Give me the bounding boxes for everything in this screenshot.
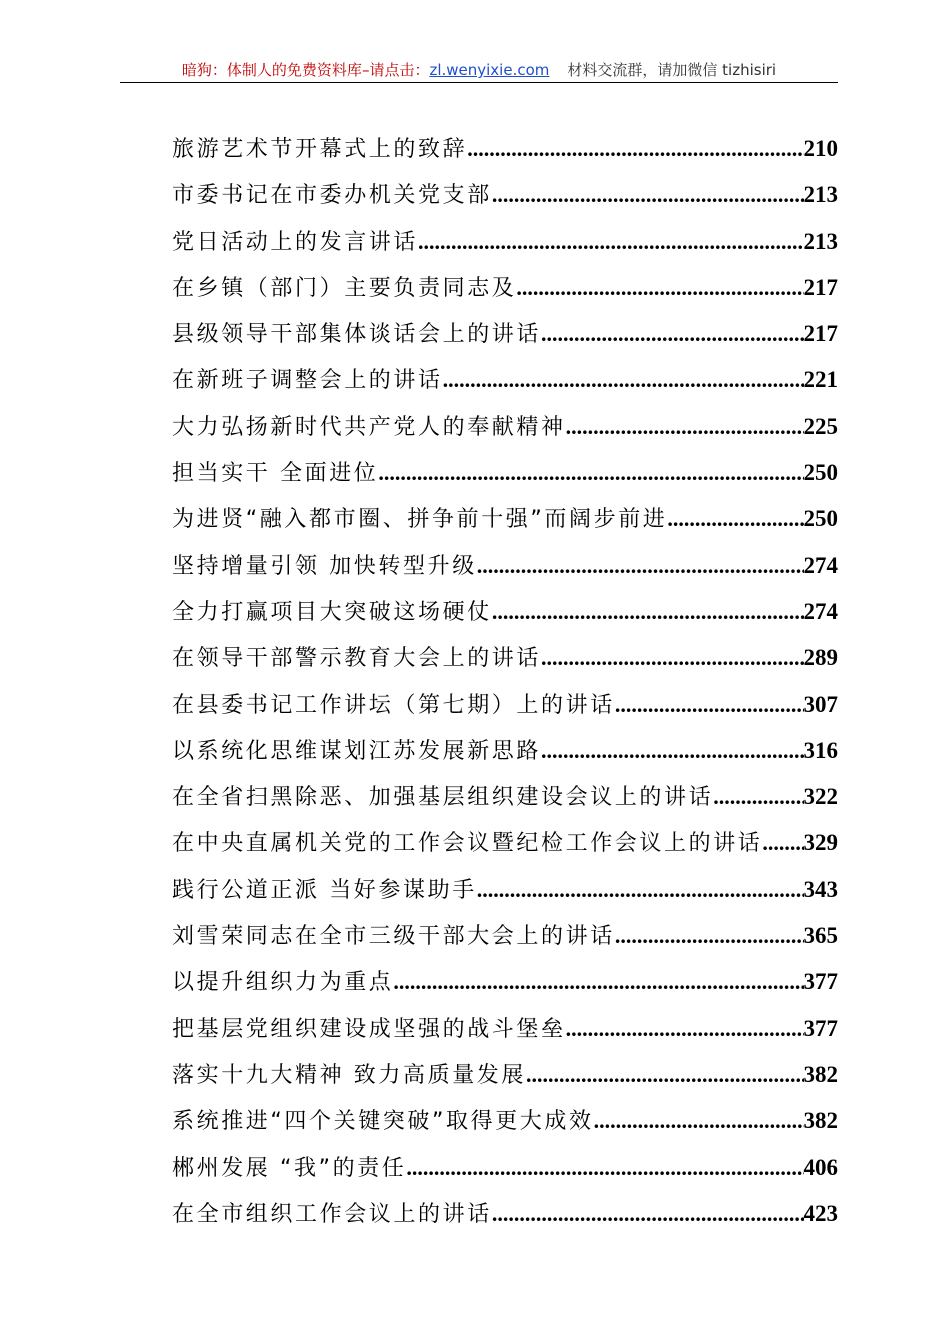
toc-leader-dots	[477, 543, 804, 589]
toc-entry[interactable]	[172, 682, 838, 728]
toc-leader-dots	[378, 450, 803, 496]
toc-entry[interactable]	[172, 728, 838, 774]
header-link[interactable]: zl.wenyixie.com	[429, 61, 550, 79]
toc-entry-page-number: 423	[803, 1200, 838, 1226]
toc-leader-dots	[541, 635, 803, 681]
toc-entry-page-number: 322	[803, 784, 838, 810]
toc-entry-title: 大力弘扬新时代共产党人的奉献精神	[172, 414, 566, 440]
toc-leader-dots	[713, 774, 803, 820]
toc-leader-dots	[443, 357, 804, 403]
toc-entry[interactable]	[172, 913, 838, 959]
toc-leader-dots	[492, 172, 804, 218]
toc-entry-title: 在新班子调整会上的讲话	[172, 368, 443, 394]
toc-leader-dots	[541, 728, 803, 774]
toc-entry-page-number: 213	[803, 182, 838, 208]
toc-entry[interactable]	[172, 404, 838, 450]
toc-leader-dots	[615, 913, 804, 959]
toc-entry[interactable]	[172, 265, 838, 311]
header-wechat-note: 材料交流群，请加微信 tizhisiri	[567, 61, 777, 79]
toc-entry[interactable]	[172, 867, 838, 913]
table-of-contents	[172, 126, 838, 1237]
toc-entry-title: 党日活动上的发言讲话	[172, 229, 419, 255]
toc-leader-dots	[762, 820, 803, 866]
toc-entry[interactable]	[172, 959, 838, 1005]
toc-leader-dots	[393, 959, 803, 1005]
toc-entry-title: 以提升组织力为重点	[172, 970, 394, 996]
toc-entry-title: 落实十九大精神 致力高质量发展	[172, 1062, 526, 1088]
toc-entry-page-number: 382	[803, 1061, 838, 1087]
toc-entry-page-number: 316	[803, 737, 838, 763]
page-header	[120, 60, 838, 83]
toc-entry-page-number: 274	[803, 598, 838, 624]
toc-entry[interactable]	[172, 496, 838, 542]
toc-entry-page-number: 221	[803, 367, 838, 393]
toc-entry[interactable]	[172, 589, 838, 635]
toc-entry[interactable]	[172, 1098, 838, 1144]
toc-entry-title: 在中央直属机关党的工作会议暨纪检工作会议上的讲话	[172, 831, 763, 857]
toc-leader-dots	[615, 682, 804, 728]
toc-leader-dots	[566, 404, 804, 450]
header-brand: 暗狗：体制人的免费资料库	[181, 61, 362, 79]
toc-entry-title: 在全省扫黑除恶、加强基层组织建设会议上的讲话	[172, 785, 714, 811]
toc-entry-title: 市委书记在市委办机关党支部	[172, 183, 492, 209]
toc-entry-page-number: 289	[803, 645, 838, 671]
toc-entry-title: 坚持增量引领 加快转型升级	[172, 553, 477, 579]
toc-entry-page-number: 210	[803, 136, 838, 161]
toc-entry[interactable]	[172, 219, 838, 265]
toc-entry-title: 为进贤“融入都市圈、拼争前十强”而阔步前进	[172, 507, 668, 533]
toc-leader-dots	[477, 867, 804, 913]
toc-entry-page-number: 274	[803, 552, 838, 578]
toc-entry-title: 践行公道正派 当好参谋助手	[172, 877, 477, 903]
toc-entry-page-number: 217	[803, 274, 838, 300]
toc-entry[interactable]	[172, 635, 838, 681]
toc-entry-page-number: 365	[803, 923, 838, 949]
toc-entry-page-number: 406	[803, 1154, 838, 1180]
toc-entry-title: 在乡镇（部门）主要负责同志及	[172, 275, 517, 301]
toc-leader-dots	[594, 1098, 804, 1144]
toc-entry-page-number: 250	[803, 506, 838, 532]
toc-entry[interactable]	[172, 172, 838, 218]
toc-leader-dots	[418, 219, 803, 265]
toc-entry-page-number: 213	[803, 228, 838, 254]
toc-leader-dots	[492, 589, 804, 635]
toc-entry-page-number: 343	[803, 876, 838, 902]
toc-entry-title: 把基层党组织建设成坚强的战斗堡垒	[172, 1016, 566, 1042]
toc-entry-page-number: 377	[803, 969, 838, 995]
toc-entry-title: 县级领导干部集体谈话会上的讲话	[172, 322, 542, 348]
toc-leader-dots	[526, 1052, 804, 1098]
toc-entry-page-number: 225	[803, 413, 838, 439]
toc-leader-dots	[566, 1006, 804, 1052]
toc-entry-title: 在全市组织工作会议上的讲话	[172, 1201, 492, 1227]
toc-entry-page-number: 329	[803, 830, 838, 856]
toc-entry[interactable]	[172, 1191, 838, 1237]
toc-entry[interactable]	[172, 126, 838, 172]
toc-entry-title: 系统推进“四个关键突破”取得更大成效	[172, 1109, 594, 1135]
toc-leader-dots	[406, 1145, 803, 1191]
toc-entry-page-number: 377	[803, 1015, 838, 1041]
toc-leader-dots	[516, 265, 803, 311]
toc-entry-title: 郴州发展 “我”的责任	[172, 1155, 407, 1181]
toc-entry[interactable]	[172, 1145, 838, 1191]
toc-entry[interactable]	[172, 1052, 838, 1098]
toc-leader-dots	[492, 1191, 804, 1237]
toc-leader-dots	[467, 126, 803, 172]
toc-entry[interactable]	[172, 820, 838, 866]
toc-entry-title: 在县委书记工作讲坛（第七期）上的讲话	[172, 692, 615, 718]
toc-entry-page-number: 217	[803, 321, 838, 347]
toc-entry-title: 在领导干部警示教育大会上的讲话	[172, 646, 542, 672]
toc-entry-page-number: 382	[803, 1108, 838, 1134]
toc-entry[interactable]	[172, 1006, 838, 1052]
toc-entry-title: 刘雪荣同志在全市三级干部大会上的讲话	[172, 924, 615, 950]
toc-entry[interactable]	[172, 357, 838, 403]
toc-entry[interactable]	[172, 311, 838, 357]
toc-entry[interactable]	[172, 543, 838, 589]
toc-leader-dots	[541, 311, 803, 357]
toc-entry[interactable]	[172, 774, 838, 820]
toc-entry-title: 全力打赢项目大突破这场硬仗	[172, 599, 492, 625]
toc-entry-page-number: 307	[803, 691, 838, 717]
toc-entry-title: 以系统化思维谋划江苏发展新思路	[172, 738, 542, 764]
toc-entry[interactable]	[172, 450, 838, 496]
header-prompt: –请点击：	[361, 61, 430, 79]
toc-entry-title: 担当实干 全面进位	[172, 461, 379, 487]
toc-leader-dots	[667, 496, 803, 542]
toc-entry-title: 旅游艺术节开幕式上的致辞	[172, 137, 468, 162]
toc-entry-page-number: 250	[803, 460, 838, 486]
